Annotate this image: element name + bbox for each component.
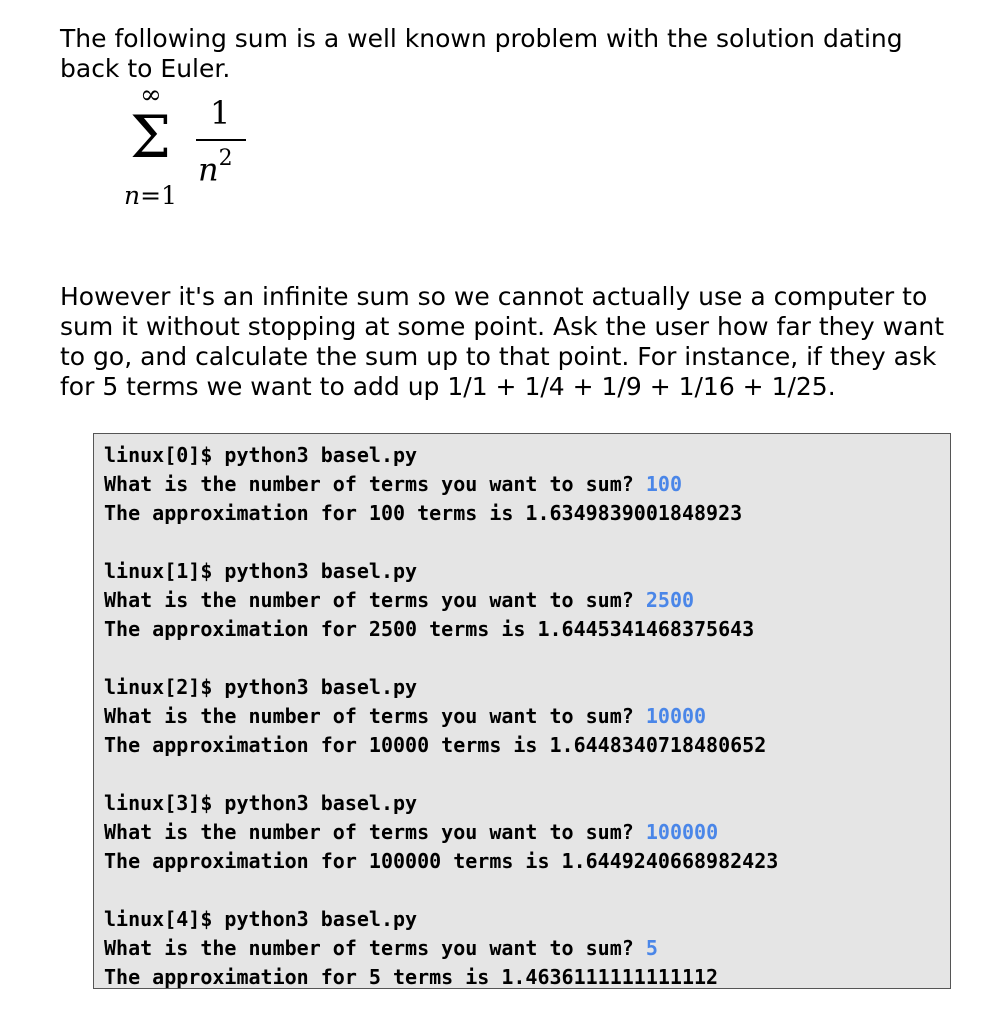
command-line: linux[0]$ python3 basel.py	[104, 443, 418, 467]
prompt-text: What is the number of terms you want to sum?	[104, 588, 646, 612]
terminal-session	[104, 673, 950, 760]
prompt-line	[104, 470, 950, 499]
user-input: 10000	[645, 704, 707, 728]
prompt-text: What is the number of terms you want to sum?	[104, 704, 646, 728]
denominator-exponent: 2	[218, 146, 233, 171]
prompt-text: What is the number of terms you want to sum?	[104, 820, 646, 844]
sum-upper-limit: ∞	[140, 80, 162, 110]
fraction-numerator: 1	[210, 94, 231, 132]
command-line: linux[3]$ python3 basel.py	[104, 791, 418, 815]
prompt-line	[104, 586, 950, 615]
basel-sum-formula	[118, 82, 278, 222]
prompt-line	[104, 934, 950, 963]
index-equals: =	[140, 181, 162, 210]
terminal-output	[93, 433, 951, 989]
index-variable: n	[124, 181, 141, 210]
denominator-base: n	[198, 150, 219, 189]
fraction-bar	[196, 139, 246, 141]
result-line: The approximation for 2500 terms is 1.6445341468375643	[104, 617, 755, 641]
terminal-session	[104, 441, 950, 528]
result-line: The approximation for 100000 terms is 1.6449240668982423	[104, 849, 779, 873]
summation-symbol: Σ	[130, 103, 172, 171]
command-line: linux[1]$ python3 basel.py	[104, 559, 418, 583]
terminal-session	[104, 789, 950, 876]
prompt-text: What is the number of terms you want to sum?	[104, 472, 646, 496]
prompt-line	[104, 818, 950, 847]
terminal-session	[104, 557, 950, 644]
fraction-denominator	[198, 146, 233, 187]
instructions-paragraph: However it's an infinite sum so we cannot actually use a computer to sum it without stopping at some point. Ask the user how far they want to go, and calculate the sum up to that point. For instance, if they ask for 5 terms we want to add up 1/1 + 1/4 + 1/9 + 1/16 + 1/25.	[60, 282, 945, 401]
prompt-text: What is the number of terms you want to sum?	[104, 936, 646, 960]
result-line: The approximation for 5 terms is 1.4636111111111112	[104, 965, 719, 989]
index-start: 1	[161, 181, 177, 210]
user-input: 5	[645, 936, 658, 960]
user-input: 100000	[645, 820, 719, 844]
sum-lower-limit	[124, 182, 177, 210]
result-line: The approximation for 10000 terms is 1.6448340718480652	[104, 733, 767, 757]
user-input: 100	[645, 472, 682, 496]
command-line: linux[2]$ python3 basel.py	[104, 675, 418, 699]
result-line: The approximation for 100 terms is 1.6349839001848923	[104, 501, 743, 525]
command-line: linux[4]$ python3 basel.py	[104, 907, 418, 931]
prompt-line	[104, 702, 950, 731]
terminal-session	[104, 905, 950, 992]
user-input: 2500	[645, 588, 695, 612]
intro-text: The following sum is a well known problem with the solution dating back to Euler.	[60, 24, 903, 83]
